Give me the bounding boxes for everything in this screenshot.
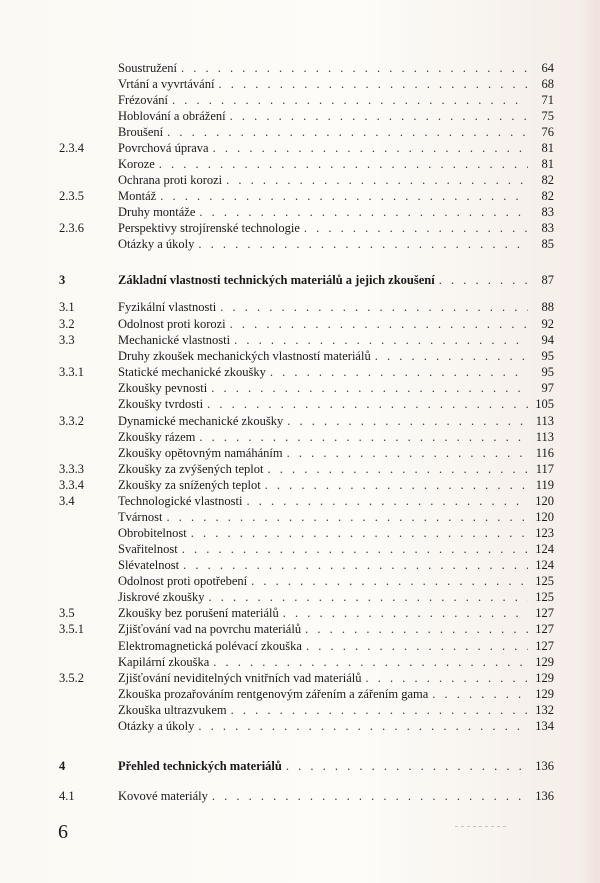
toc-entry [118, 525, 554, 541]
toc-page-number: 113 [535, 430, 554, 444]
toc-row [0, 76, 600, 92]
toc-title: Zkoušky opětovným namáháním [118, 446, 283, 460]
dot-leader [167, 124, 528, 140]
toc-entry [118, 670, 554, 686]
toc-page-number: 127 [535, 622, 554, 636]
page-number-folio: 6 [58, 821, 68, 843]
toc-title: Statické mechanické zkoušky [118, 365, 266, 379]
toc-title: Frézování [118, 93, 168, 107]
toc-row [0, 605, 600, 621]
dot-leader [212, 788, 528, 804]
toc-chapter-row [0, 758, 600, 774]
toc-title: Zjišťování vad na povrchu materiálů [118, 622, 302, 636]
toc-title: Otázky a úkoly [118, 719, 195, 733]
toc-title: Zkoušky za snížených teplot [118, 478, 261, 492]
toc-row [0, 332, 600, 348]
toc-entry [118, 605, 554, 621]
toc-row [0, 204, 600, 220]
toc-row [0, 348, 600, 364]
toc-title: Zkouška prozařováním rentgenovým zářením a zářením gama [118, 687, 429, 701]
toc-entry [118, 509, 554, 525]
toc-page-number: 120 [535, 510, 554, 524]
toc-title: Druhy montáže [118, 205, 196, 219]
dot-leader [199, 204, 528, 220]
toc-entry [118, 758, 554, 774]
toc-entry [118, 702, 554, 718]
toc-title: Broušení [118, 125, 164, 139]
toc-entry [118, 541, 554, 557]
toc-entry [118, 493, 554, 509]
dot-leader [159, 156, 528, 172]
toc-section-number: 3.3 [59, 333, 75, 347]
toc-title: Montáž [118, 189, 157, 203]
toc-entry [118, 172, 554, 188]
toc-entry [118, 236, 554, 252]
toc-row [0, 380, 600, 396]
toc-row [0, 413, 600, 429]
dot-leader [439, 272, 528, 288]
toc-row [0, 299, 600, 315]
toc-section-number: 3.2 [59, 317, 75, 331]
toc-entry [118, 718, 554, 734]
dot-leader [234, 332, 528, 348]
toc-page-number: 92 [541, 317, 554, 331]
toc-section-number: 3.4 [59, 494, 75, 508]
dot-leader [218, 76, 528, 92]
dot-leader [198, 718, 528, 734]
toc-page-number: 127 [535, 606, 554, 620]
toc-section-number: 2.3.5 [59, 189, 84, 203]
dot-leader [267, 461, 528, 477]
toc-row [0, 396, 600, 412]
toc-row [0, 686, 600, 702]
toc-entry [118, 573, 554, 589]
dot-leader [213, 140, 528, 156]
toc-row [0, 702, 600, 718]
toc-row [0, 788, 600, 804]
dot-leader [230, 108, 528, 124]
toc-row [0, 445, 600, 461]
toc-title: Kapilární zkouška [118, 655, 210, 669]
toc-page-number: 132 [535, 703, 554, 717]
toc-page-number: 94 [541, 333, 554, 347]
dot-leader [211, 380, 528, 396]
dot-leader [246, 493, 528, 509]
toc-row [0, 557, 600, 573]
toc-title: Druhy zkoušek mechanických vlastností materiálů [118, 349, 371, 363]
toc-page-number: 95 [541, 349, 554, 363]
toc-title: Jiskrové zkoušky [118, 590, 205, 604]
toc-entry [118, 380, 554, 396]
toc-entry [118, 316, 554, 332]
toc-title: Zjišťování neviditelných vnitřních vad materiálů [118, 671, 362, 685]
toc-section-number: 3 [59, 273, 66, 287]
dot-leader [230, 316, 528, 332]
toc-page-number: 85 [541, 237, 554, 251]
toc-title: Zkoušky rázem [118, 430, 196, 444]
toc-title: Přehled technických materiálů [118, 759, 282, 773]
toc-entry [118, 156, 554, 172]
dot-leader [432, 686, 528, 702]
toc-page-number: 136 [535, 759, 554, 773]
toc-row [0, 220, 600, 236]
toc-title: Technologické vlastnosti [118, 494, 243, 508]
toc-entry [118, 396, 554, 412]
toc-row [0, 654, 600, 670]
toc-page-number: 82 [541, 173, 554, 187]
toc-entry [118, 140, 554, 156]
dot-leader [265, 477, 528, 493]
toc-page-number: 81 [541, 141, 554, 155]
toc-section-number: 4.1 [59, 789, 75, 803]
toc-page-number: 83 [541, 221, 554, 235]
toc-title: Dynamické mechanické zkoušky [118, 414, 284, 428]
toc-section-number: 2.3.6 [59, 221, 84, 235]
toc-page-number: 71 [541, 93, 554, 107]
toc-title: Zkoušky bez porušení materiálů [118, 606, 279, 620]
toc-title: Odolnost proti opotřebení [118, 574, 248, 588]
toc-row [0, 638, 600, 654]
toc-entry [118, 429, 554, 445]
toc-entry [118, 686, 554, 702]
toc-row [0, 541, 600, 557]
toc-row [0, 477, 600, 493]
toc-entry [118, 477, 554, 493]
toc-page-number: 97 [541, 381, 554, 395]
toc-title: Otázky a úkoly [118, 237, 195, 251]
dot-leader [220, 299, 528, 315]
toc-title: Perspektivy strojírenské technologie [118, 221, 300, 235]
toc-entry [118, 589, 554, 605]
toc-row [0, 108, 600, 124]
toc-entry [118, 188, 554, 204]
dot-leader [375, 348, 528, 364]
toc-page-number: 116 [535, 446, 554, 460]
toc-title: Fyzikální vlastnosti [118, 300, 217, 314]
dot-leader [306, 638, 528, 654]
dot-leader [287, 445, 528, 461]
toc-page-number: 75 [541, 109, 554, 123]
dot-leader [365, 670, 528, 686]
toc-entry [118, 124, 554, 140]
dot-leader [198, 236, 528, 252]
toc-title: Zkoušky pevnosti [118, 381, 208, 395]
toc-title: Základní vlastnosti technických materiálů a jejich zkoušení [118, 273, 435, 287]
toc-entry [118, 557, 554, 573]
toc-page-number: 105 [535, 397, 554, 411]
toc-page-number: 117 [535, 462, 554, 476]
toc-title: Vrtání a vyvrtávání [118, 77, 215, 91]
toc-page-number: 119 [535, 478, 554, 492]
toc-page-number: 83 [541, 205, 554, 219]
toc-row [0, 670, 600, 686]
toc-page-number: 134 [535, 719, 554, 733]
toc-entry [118, 413, 554, 429]
toc-entry [118, 621, 554, 637]
toc-page-number: 129 [535, 671, 554, 685]
dot-leader [305, 621, 528, 637]
toc-entry [118, 788, 554, 804]
toc-entry [118, 445, 554, 461]
toc-page-number: 127 [535, 639, 554, 653]
toc-title: Svařitelnost [118, 542, 178, 556]
toc-entry [118, 108, 554, 124]
toc-title: Soustružení [118, 61, 178, 75]
toc-entry [118, 364, 554, 380]
toc-page-number: 88 [541, 300, 554, 314]
toc-row [0, 156, 600, 172]
toc-row [0, 172, 600, 188]
toc-row [0, 364, 600, 380]
toc-title: Slévatelnost [118, 558, 180, 572]
toc-page-number: 124 [535, 558, 554, 572]
toc-row [0, 509, 600, 525]
toc-title: Elektromagnetická polévací zkouška [118, 639, 302, 653]
toc-entry [118, 638, 554, 654]
toc-row [0, 188, 600, 204]
toc-section-number: 3.5.1 [59, 622, 84, 636]
toc-section-number: 2.3.4 [59, 141, 84, 155]
toc-row [0, 316, 600, 332]
toc-entry [118, 299, 554, 315]
toc-title: Hoblování a obrážení [118, 109, 226, 123]
toc-page-number: 129 [535, 655, 554, 669]
toc-title: Obrobitelnost [118, 526, 187, 540]
toc-page-number: 125 [535, 590, 554, 604]
toc-row [0, 92, 600, 108]
toc-entry [118, 348, 554, 364]
toc-row [0, 718, 600, 734]
toc-page-number: 76 [541, 125, 554, 139]
toc-page-number: 113 [535, 414, 554, 428]
toc-page-number: 64 [541, 61, 554, 75]
dot-leader [207, 396, 528, 412]
dot-leader [286, 758, 528, 774]
dot-leader [199, 429, 528, 445]
toc-section-number: 3.3.4 [59, 478, 84, 492]
toc-title: Koroze [118, 157, 155, 171]
toc-page-number: 124 [535, 542, 554, 556]
toc-section-number: 3.3.2 [59, 414, 84, 428]
toc-row [0, 493, 600, 509]
toc-row [0, 429, 600, 445]
dot-leader [231, 702, 528, 718]
toc-page-number: 123 [535, 526, 554, 540]
toc-section-number: 3.1 [59, 300, 75, 314]
toc-section-number: 3.5 [59, 606, 75, 620]
toc-page-number: 125 [535, 574, 554, 588]
toc-page-number: 68 [541, 77, 554, 91]
toc-row [0, 525, 600, 541]
toc-entry [118, 272, 554, 288]
toc-section-number: 3.5.2 [59, 671, 84, 685]
toc-title: Mechanické vlastnosti [118, 333, 231, 347]
dot-leader [172, 92, 528, 108]
toc-row [0, 140, 600, 156]
toc-page-number: 82 [541, 189, 554, 203]
toc-section-number: 4 [59, 759, 66, 773]
toc-entry [118, 204, 554, 220]
toc-row [0, 573, 600, 589]
dot-leader [283, 605, 528, 621]
toc-entry [118, 60, 554, 76]
dot-leader [304, 220, 528, 236]
dot-leader [181, 60, 528, 76]
toc-title: Zkouška ultrazvukem [118, 703, 227, 717]
toc-page-number: 81 [541, 157, 554, 171]
toc-title: Povrchová úprava [118, 141, 209, 155]
toc-entry [118, 220, 554, 236]
toc-row [0, 589, 600, 605]
toc-row [0, 461, 600, 477]
dot-leader [208, 589, 528, 605]
toc-page-number: 120 [535, 494, 554, 508]
dot-leader [270, 364, 528, 380]
toc-page-number: 87 [541, 273, 554, 287]
toc-title: Odolnost proti korozi [118, 317, 226, 331]
toc-chapter-row [0, 272, 600, 288]
dot-leader [183, 557, 528, 573]
toc-row [0, 236, 600, 252]
dot-leader [213, 654, 528, 670]
faint-mark [455, 826, 509, 827]
toc-entry [118, 332, 554, 348]
toc-title: Zkoušky za zvýšených teplot [118, 462, 264, 476]
toc-title: Tvárnost [118, 510, 163, 524]
dot-leader [182, 541, 528, 557]
toc-entry [118, 461, 554, 477]
toc-title: Ochrana proti korozi [118, 173, 223, 187]
toc-page-number: 95 [541, 365, 554, 379]
dot-leader [226, 172, 528, 188]
dot-leader [160, 188, 528, 204]
toc-title: Kovové materiály [118, 789, 208, 803]
toc-row [0, 60, 600, 76]
dot-leader [166, 509, 528, 525]
toc-row [0, 124, 600, 140]
dot-leader [251, 573, 528, 589]
toc-page-number: 129 [535, 687, 554, 701]
toc-entry [118, 654, 554, 670]
toc-section-number: 3.3.1 [59, 365, 84, 379]
toc-title: Zkoušky tvrdosti [118, 397, 204, 411]
toc-entry [118, 76, 554, 92]
dot-leader [287, 413, 528, 429]
dot-leader [191, 525, 528, 541]
toc-section-number: 3.3.3 [59, 462, 84, 476]
toc-page-number: 136 [535, 789, 554, 803]
toc-row [0, 621, 600, 637]
toc-entry [118, 92, 554, 108]
